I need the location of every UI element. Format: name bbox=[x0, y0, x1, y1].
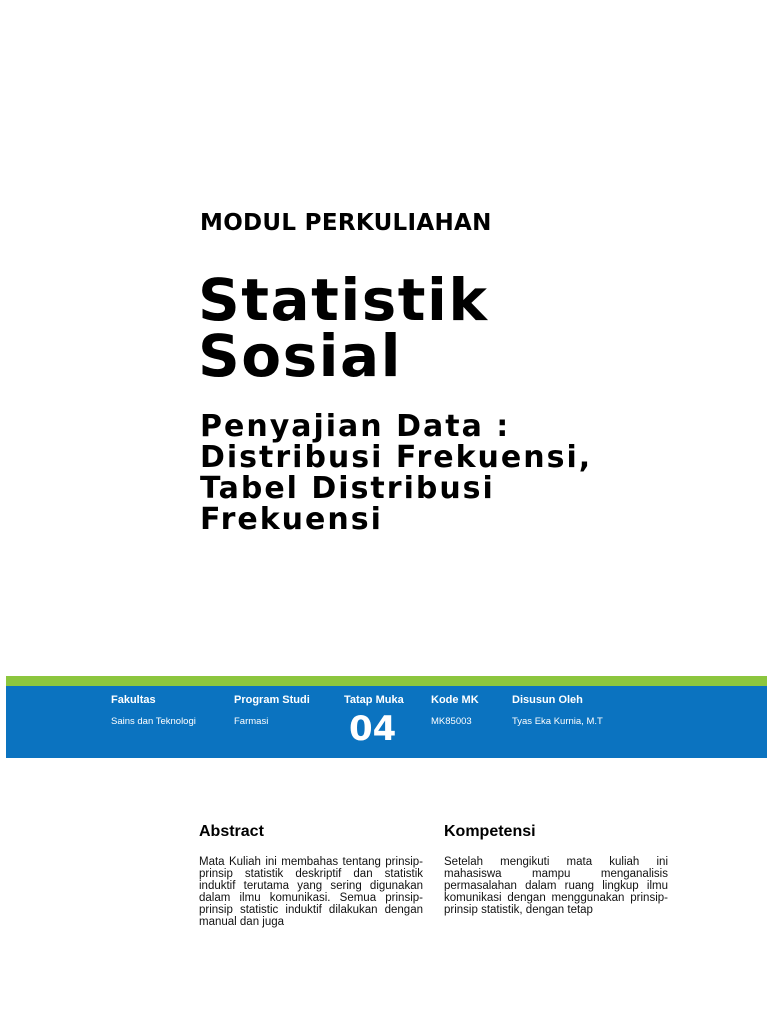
fakultas-label: Fakultas bbox=[111, 694, 156, 706]
fakultas-cell bbox=[111, 694, 196, 727]
kode-mk-value: MK85003 bbox=[431, 716, 472, 727]
page-subtitle bbox=[200, 411, 592, 535]
subtitle-line-2: Distribusi Frekuensi, bbox=[200, 440, 593, 475]
fakultas-value: Sains dan Teknologi bbox=[111, 716, 196, 727]
abstract-title: Abstract bbox=[199, 823, 264, 840]
kompetensi-title: Kompetensi bbox=[444, 823, 536, 840]
title-line-2: Sosial bbox=[198, 322, 403, 390]
disusun-oleh-label: Disusun Oleh bbox=[512, 694, 583, 706]
subtitle-line-1: Penyajian Data : bbox=[200, 409, 511, 444]
tatap-muka-value: 04 bbox=[349, 709, 397, 749]
tatap-muka-cell bbox=[344, 694, 404, 749]
disusun-oleh-value: Tyas Eka Kurnia, M.T bbox=[512, 716, 603, 727]
module-label: MODUL PERKULIAHAN bbox=[200, 210, 492, 236]
program-studi-cell bbox=[234, 694, 310, 727]
disusun-oleh-cell bbox=[512, 694, 603, 727]
subtitle-line-3: Tabel Distribusi bbox=[200, 471, 495, 506]
program-studi-value: Farmasi bbox=[234, 716, 269, 727]
kode-mk-label: Kode MK bbox=[431, 694, 479, 706]
kompetensi-body: Setelah mengikuti mata kuliah ini mahasiswa mampu menganalisis permasalahan dalam ruang lingkup ilmu komunikasi dengan menggunakan prinsip-prinsip statistik, dengan tetap bbox=[444, 856, 668, 916]
tatap-muka-label: Tatap Muka bbox=[344, 694, 404, 706]
kode-mk-cell bbox=[431, 694, 479, 727]
accent-stripe bbox=[6, 676, 767, 686]
program-studi-label: Program Studi bbox=[234, 694, 310, 706]
subtitle-line-4: Frekuensi bbox=[200, 502, 383, 537]
page-title bbox=[198, 266, 489, 390]
abstract-body: Mata Kuliah ini membahas tentang prinsip-prinsip statistik deskriptif dan statistik induktif terutama yang sering digunakan dalam ilmu komunikasi. Semua prinsip-prinsip statistic induktif dilakukan dengan manual dan juga bbox=[199, 856, 423, 928]
title-line-1: Statistik bbox=[198, 266, 489, 334]
